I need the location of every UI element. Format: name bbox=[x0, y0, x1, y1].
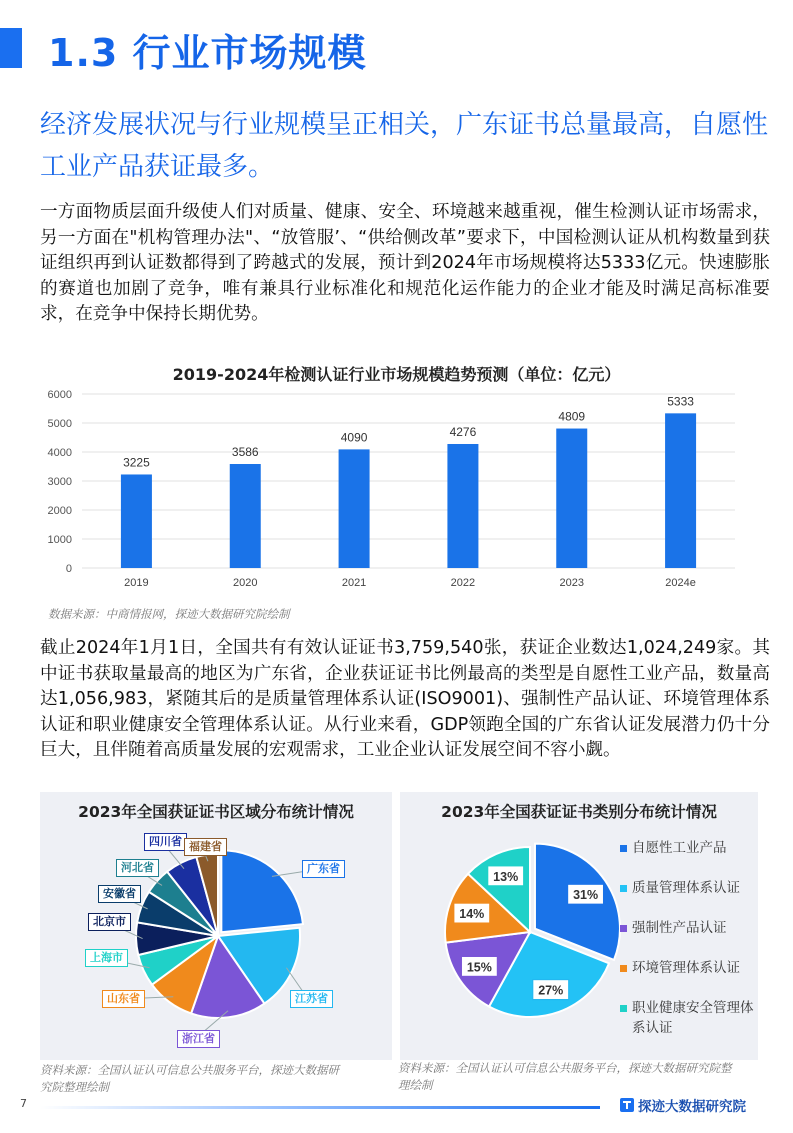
brand-footer bbox=[620, 1095, 746, 1115]
legend-swatch bbox=[620, 1005, 627, 1012]
bar-value-label: 3586 bbox=[231, 445, 259, 460]
region-label: 北京市 bbox=[88, 913, 131, 931]
legend-swatch bbox=[620, 965, 627, 972]
legend-swatch bbox=[620, 885, 627, 892]
bar-chart-source: 数据来源：中商情报网，探迹大数据研究院绘制 bbox=[48, 607, 290, 621]
region-label: 安徽省 bbox=[98, 885, 141, 903]
legend-item bbox=[620, 918, 755, 938]
bar-value-label: 4809 bbox=[558, 409, 586, 424]
bar bbox=[665, 413, 696, 568]
bar bbox=[447, 444, 478, 568]
legend-label: 强制性产品认证 bbox=[632, 920, 727, 936]
y-tick-label: 5000 bbox=[47, 418, 72, 430]
bar-value-label: 4090 bbox=[340, 430, 368, 445]
bar bbox=[556, 429, 587, 568]
x-tick-label: 2024e bbox=[665, 577, 696, 589]
legend-item bbox=[620, 838, 755, 858]
detail-paragraph: 截止2024年1月1日，全国共有有效认证证书3,759,540张，获证企业数达1,024,249家。其中证书获取量最高的地区为广东省，企业获证证书比例最高的类型是自愿性工业产品，数量高达1,056,983，紧随其后的是质量管理体系认证(ISO9001)、强制性产品认证、环境管理体系认证和职业健康安全管理体系认证。从行业来看，GDP领跑全国的广东省认证发展潜力仍十分巨大，且伴随着高质量发展的宏观需求，工业企业认证发展空间不容小觑。 bbox=[40, 638, 770, 760]
brand-logo-icon bbox=[620, 1098, 634, 1112]
pie-value-label: 15% bbox=[466, 960, 492, 975]
bar-chart-title: 2019-2024年检测认证行业市场规模趋势预测（单位：亿元） bbox=[172, 365, 621, 384]
bar-value-label: 4276 bbox=[449, 424, 477, 439]
x-tick-label: 2021 bbox=[341, 577, 367, 589]
region-label: 江苏省 bbox=[290, 990, 333, 1008]
bar bbox=[339, 449, 370, 568]
category-chart-title: 2023年全国获证证书类别分布统计情况 bbox=[441, 803, 717, 821]
region-label: 山东省 bbox=[102, 990, 145, 1008]
y-tick-label: 3000 bbox=[47, 476, 72, 488]
y-tick-label: 6000 bbox=[47, 389, 72, 401]
region-chart-title: 2023年全国获证证书区域分布统计情况 bbox=[78, 803, 354, 821]
legend-swatch bbox=[620, 845, 627, 852]
bar bbox=[230, 464, 261, 568]
region-label: 浙江省 bbox=[177, 1030, 220, 1048]
page-title: 1.3 行业市场规模 bbox=[48, 31, 367, 75]
category-chart-source: 资料来源：全国认证认可信息公共服务平台，探迹大数据研究院整理绘制 bbox=[398, 1061, 732, 1092]
pie-value-label: 27% bbox=[538, 983, 564, 998]
legend-label: 质量管理体系认证 bbox=[632, 880, 740, 896]
region-chart-source: 资料来源：全国认证认可信息公共服务平台，探迹大数据研究院整理绘制 bbox=[40, 1063, 339, 1094]
region-label: 上海市 bbox=[85, 949, 128, 967]
x-tick-label: 2023 bbox=[559, 577, 584, 589]
pie-value-label: 13% bbox=[493, 869, 519, 884]
page-subtitle: 经济发展状况与行业规模呈正相关，广东证书总量最高，自愿性工业产品获证最多。 bbox=[40, 110, 769, 182]
region-label: 福建省 bbox=[184, 838, 227, 856]
region-label: 河北省 bbox=[116, 859, 159, 877]
intro-paragraph: 一方面物质层面升级使人们对质量、健康、安全、环境越来越重视，催生检测认证市场需求，另一方面在"机构管理办法"、“放管服’、“供给侧改革”要求下，中国检测认证从机构数量到获证组织再到认证数都得到了跨越式的发展，预计到2024年市场规模将达5333亿元。快速膨胀的赛道也加剧了竞争，唯有兼具行业标准化和规范化运作能力的企业才能及时满足高标准要求，在竞争中保持长期优势。 bbox=[40, 202, 770, 324]
bar-chart bbox=[0, 380, 793, 600]
legend-item bbox=[620, 878, 755, 898]
bar bbox=[121, 474, 152, 568]
x-tick-label: 2019 bbox=[124, 577, 149, 589]
x-tick-label: 2020 bbox=[233, 577, 258, 589]
category-legend bbox=[620, 838, 755, 1058]
legend-item bbox=[620, 998, 755, 1038]
pie-value-label: 31% bbox=[573, 888, 599, 903]
y-tick-label: 4000 bbox=[47, 447, 72, 459]
y-tick-label: 0 bbox=[65, 563, 72, 575]
title-accent-bar bbox=[0, 28, 22, 68]
bar-value-label: 5333 bbox=[667, 394, 694, 409]
legend-label: 环境管理体系认证 bbox=[632, 960, 740, 976]
pie-slice bbox=[221, 850, 303, 932]
bar-value-label: 3225 bbox=[123, 455, 150, 470]
y-tick-label: 2000 bbox=[47, 505, 72, 517]
footer-divider bbox=[40, 1106, 600, 1109]
region-label: 四川省 bbox=[144, 833, 187, 851]
region-label: 广东省 bbox=[302, 860, 345, 878]
legend-label: 职业健康安全管理体系认证 bbox=[632, 1000, 754, 1036]
brand-name: 探迹大数据研究院 bbox=[638, 1099, 746, 1115]
pie-value-label: 14% bbox=[459, 907, 485, 922]
legend-label: 自愿性工业产品 bbox=[632, 840, 727, 856]
page-number: 7 bbox=[20, 1097, 27, 1110]
y-tick-label: 1000 bbox=[47, 534, 72, 546]
legend-item bbox=[620, 958, 755, 978]
x-tick-label: 2022 bbox=[450, 577, 476, 589]
legend-swatch bbox=[620, 925, 627, 932]
